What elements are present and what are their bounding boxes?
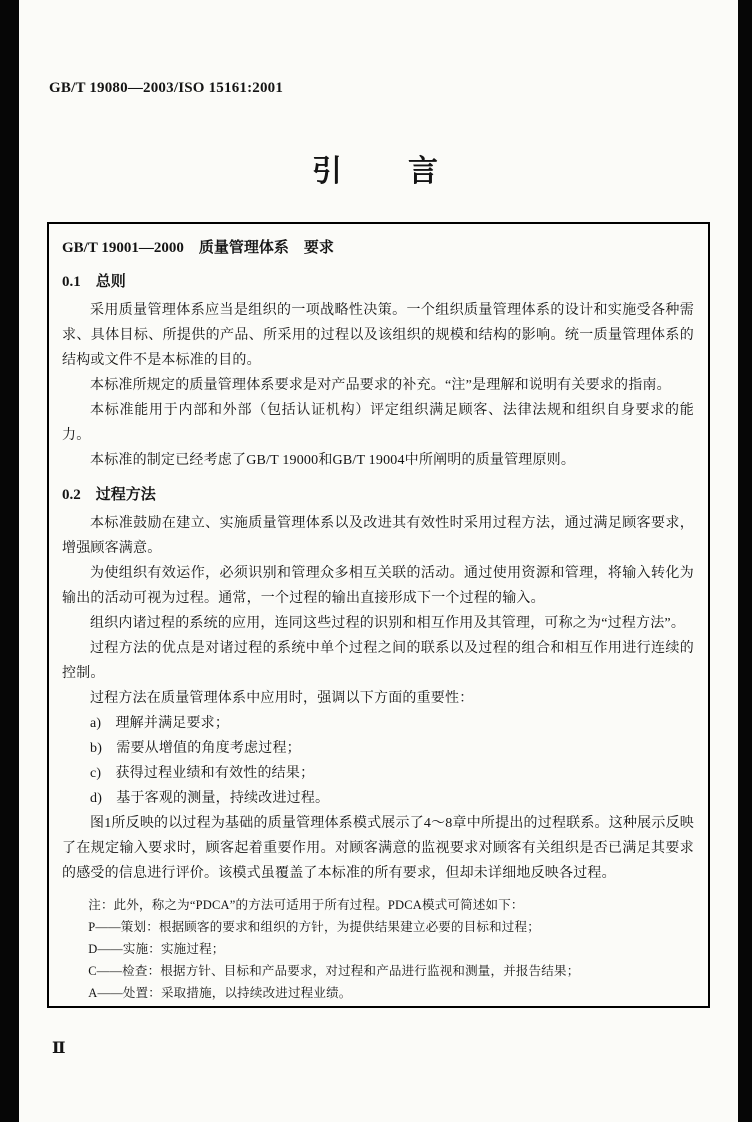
section-heading-0-2: 0.2 过程方法	[62, 487, 156, 503]
standard-code: GB/T 19080—2003/ISO 15161:2001	[49, 80, 284, 96]
note-line-pdca-p: P——策划：根据顾客的要求和组织的方针，为提供结果建立必要的目标和过程；	[88, 920, 540, 934]
list-item-c: c) 获得过程业绩和有效性的结果；	[90, 766, 315, 781]
quoted-standard-title: GB/T 19001—2000 质量管理体系 要求	[62, 240, 334, 256]
paragraph: 采用质量管理体系应当是组织的一项战略性决策。一个组织质量管理体系的设计和实施受各种需求、具体目标、所提供的产品、所采用的过程以及该组织的规模和结构的影响。统一质量管理体系的结构或文件不是本标准的目的。	[62, 303, 694, 368]
list-item-b: b) 需要从增值的角度考虑过程；	[90, 741, 301, 756]
paragraph: 过程方法在质量管理体系中应用时，强调以下方面的重要性：	[90, 691, 474, 706]
note-line: 注：此外，称之为“PDCA”的方法可适用于所有过程。PDCA模式可简述如下：	[88, 898, 524, 912]
introduction-box	[47, 222, 710, 1008]
paragraph: 本标准能用于内部和外部（包括认证机构）评定组织满足顾客、法律法规和组织自身要求的能力。	[62, 403, 694, 443]
paragraph: 过程方法的优点是对诸过程的系统中单个过程之间的联系以及过程的组合和相互作用进行连续的控制。	[62, 641, 694, 681]
note-line-pdca-a: A——处置：采取措施，以持续改进过程业绩。	[88, 986, 352, 1000]
note-line-pdca-d: D——实施：实施过程；	[88, 942, 225, 956]
paragraph: 图1所反映的以过程为基础的质量管理体系模式展示了4～8章中所提出的过程联系。这种展示反映了在规定输入要求时，顾客起着重要作用。对顾客满意的监视要求对顾客有关组织是否已满足其要求的感受的信息进行评价。该模式虽覆盖了本标准的所有要求，但却未详细地反映各过程。	[62, 816, 694, 881]
list-item-d: d) 基于客观的测量，持续改进过程。	[90, 791, 330, 806]
list-item-a: a) 理解并满足要求；	[90, 716, 230, 731]
paragraph: 本标准所规定的质量管理体系要求是对产品要求的补充。“注”是理解和说明有关要求的指南。	[90, 378, 671, 393]
paragraph: 组织内诸过程的系统的应用，连同这些过程的识别和相互作用及其管理，可称之为“过程方法”。	[90, 616, 686, 631]
page-number: Ⅱ	[52, 1040, 66, 1057]
note-line-pdca-c: C——检查：根据方针、目标和产品要求，对过程和产品进行监视和测量，并报告结果；	[88, 964, 580, 978]
paragraph: 本标准鼓励在建立、实施质量管理体系以及改进其有效性时采用过程方法，通过满足顾客要求，增强顾客满意。	[62, 516, 694, 556]
paragraph: 为使组织有效运作，必须识别和管理众多相互关联的活动。通过使用资源和管理，将输入转化为输出的活动可视为过程。通常，一个过程的输出直接形成下一个过程的输入。	[62, 566, 694, 606]
page-title: 引 言	[312, 155, 440, 188]
section-heading-0-1: 0.1 总则	[62, 274, 126, 290]
paragraph: 本标准的制定已经考虑了GB/T 19000和GB/T 19004中所阐明的质量管理原则。	[90, 453, 576, 468]
